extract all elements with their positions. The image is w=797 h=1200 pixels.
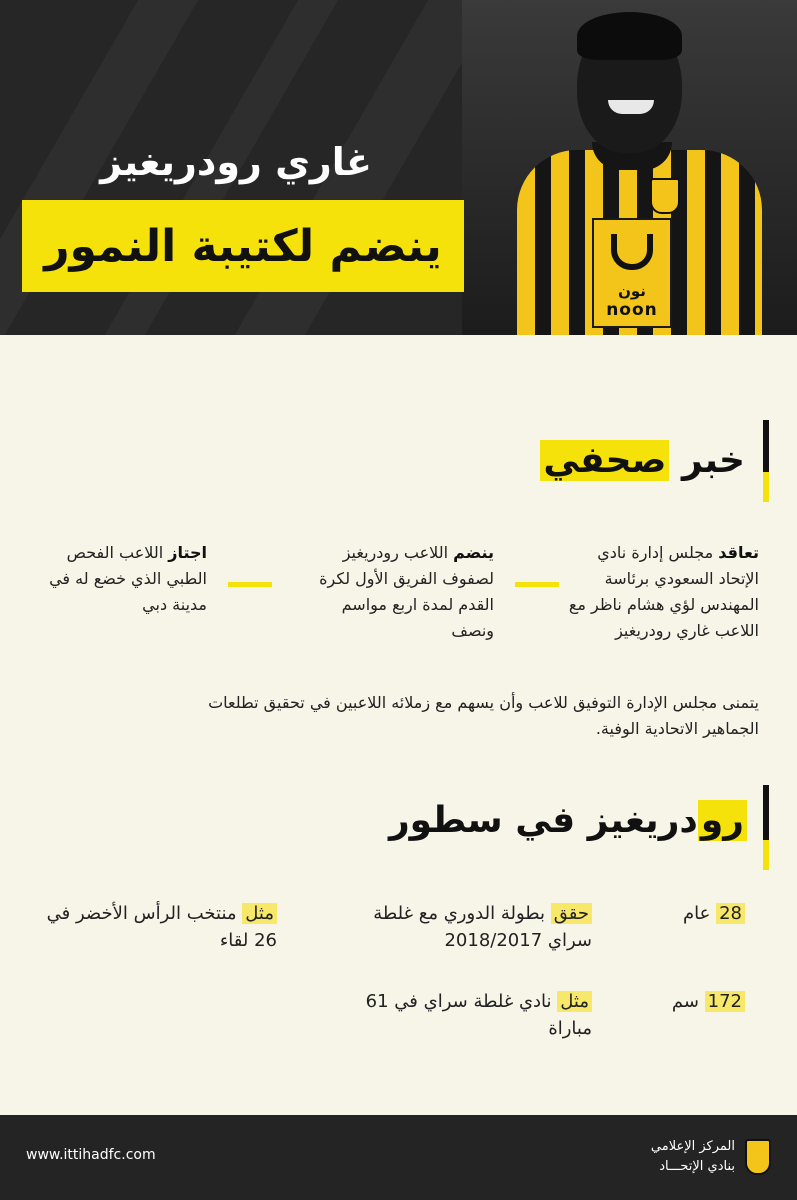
- player-name-title: غاري رودريغيز: [100, 140, 372, 184]
- news-column-middle: [294, 540, 494, 644]
- news-lead-right: تعاقد: [718, 543, 759, 562]
- stat-text: نادي غلطة سراي في 61 مباراة: [365, 991, 592, 1039]
- section-marker: [763, 785, 769, 870]
- stat-item: [27, 900, 277, 954]
- profile-title-highlight: رو: [698, 800, 747, 841]
- news-text-left: اللاعب الفحص الطبي الذي خضع له في مدينة دبي: [49, 543, 207, 614]
- news-title-highlight: صحفي: [540, 440, 669, 481]
- stat-item: [625, 900, 745, 927]
- news-section-title: [540, 440, 745, 481]
- noon-logo-icon: [611, 234, 653, 270]
- hero-banner: [0, 0, 797, 335]
- sponsor-latin: noon: [606, 300, 658, 320]
- profile-section-title: [389, 800, 747, 841]
- stat-highlight: 28: [716, 903, 745, 924]
- stat-text: بطولة الدوري مع غلطة سراي 2018/2017: [373, 903, 592, 951]
- stat-item: [362, 988, 592, 1042]
- news-text-middle: اللاعب رودريغيز لصفوف الفريق الأول لكرة القدم لمدة اربع مواسم ونصف: [319, 543, 494, 640]
- player-photo: [462, 0, 797, 335]
- media-center-label: [651, 1137, 735, 1177]
- profile-title-plain: دريغيز في سطور: [388, 800, 698, 841]
- player-hair: [577, 12, 682, 60]
- section-marker: [763, 420, 769, 502]
- sponsor-arabic: نون: [618, 282, 646, 300]
- stat-highlight: مثل: [557, 991, 592, 1012]
- news-closing-paragraph: [204, 690, 759, 742]
- footer: [0, 1115, 797, 1200]
- column-separator: [228, 582, 272, 587]
- media-line-1: المركز الإعلامي: [650, 1139, 735, 1154]
- news-title-plain: خبر: [669, 440, 745, 481]
- sponsor-patch: [592, 218, 672, 328]
- news-lead-left: اجتاز: [168, 543, 207, 562]
- stat-text: عام: [683, 903, 717, 924]
- website-link[interactable]: www.ittihadfc.com: [26, 1147, 156, 1163]
- headline-text: ينضم لكتيبة النمور: [44, 220, 442, 272]
- news-lead-middle: ينضم: [453, 543, 494, 562]
- stat-highlight: حقق: [551, 903, 592, 924]
- news-closing-text: يتمنى مجلس الإدارة التوفيق للاعب وأن يسهم مع زملائه اللاعبين في تحقيق تطلعات الجماهير الاتحادية الوفية.: [208, 693, 759, 738]
- stat-item: [332, 900, 592, 954]
- column-separator: [515, 582, 559, 587]
- stat-text: سم: [671, 991, 705, 1012]
- club-crest-icon: [650, 178, 680, 214]
- media-line-2: بنادي الإتحـــاد: [659, 1159, 735, 1174]
- stat-highlight: 172: [705, 991, 745, 1012]
- news-column-right: [559, 540, 759, 644]
- stat-item: [625, 988, 745, 1015]
- headline-banner: [22, 200, 464, 292]
- news-column-left: [47, 540, 207, 618]
- news-text-right: مجلس إدارة نادي الإتحاد السعودي برئاسة المهندس لؤي هشام ناظر مع اللاعب غاري رودريغيز: [568, 543, 759, 640]
- player-smile: [608, 100, 654, 114]
- stat-highlight: مثل: [242, 903, 277, 924]
- club-logo-icon: [745, 1139, 771, 1175]
- stat-text: منتخب الرأس الأخضر في 26 لقاء: [46, 903, 277, 951]
